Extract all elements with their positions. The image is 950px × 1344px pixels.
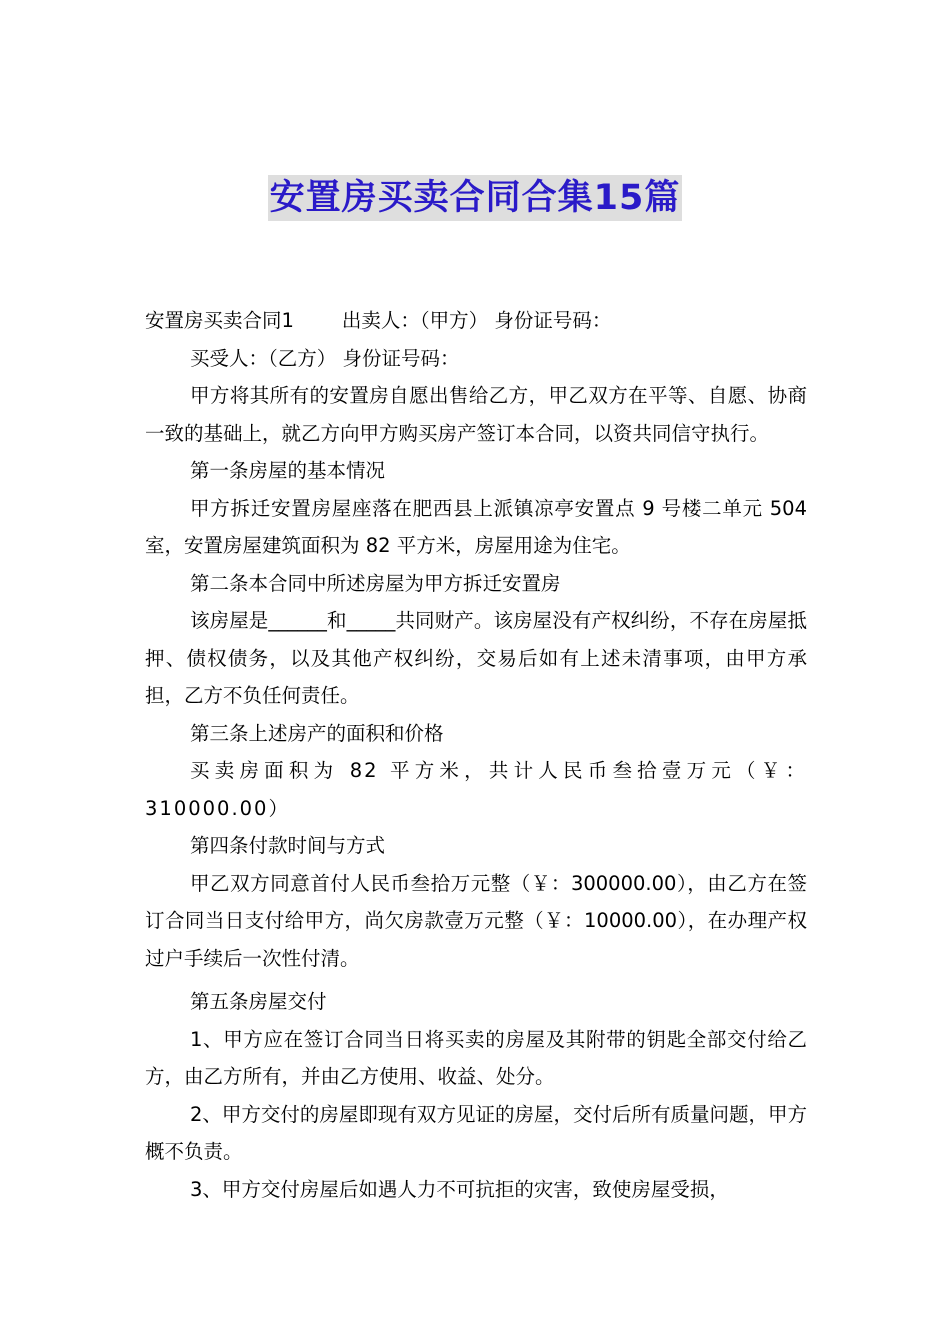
seller-line: 出卖人：（甲方） 身份证号码： [341, 309, 612, 332]
title-container [0, 175, 950, 221]
paragraph-article-2-body: 该房屋是______和_____共同财产。该房屋没有产权纠纷，不存在房屋抵押、债权债务，以及其他产权纠纷，交易后如有上述未清事项，由甲方承担，乙方不负任何责任。 [145, 609, 807, 707]
paragraph-article-1-body: 甲方拆迁安置房屋座落在肥西县上派镇凉亭安置点 9 号楼二单元 504 室，安置房屋建筑面积为 82 平方米，房屋用途为住宅。 [145, 496, 807, 557]
paragraph-buyer: 买受人：（乙方） 身份证号码： [190, 346, 460, 370]
paragraph-article-5-item-2: 2、甲方交付的房屋即现有双方见证的房屋，交付后所有质量问题，甲方概不负责。 [145, 1102, 807, 1163]
paragraph-preamble: 甲方将其所有的安置房自愿出售给乙方，甲乙双方在平等、自愿、协商一致的基础上，就乙方向甲方购买房产签订本合同，以资共同信守执行。 [145, 384, 807, 445]
paragraph-article-5-item-3: 3、甲方交付房屋后如遇人力不可抗拒的灾害，致使房屋受损， [190, 1177, 729, 1201]
heading-article-3: 第三条上述房产的面积和价格 [190, 721, 444, 745]
contract-number-label: 安置房买卖合同1 [145, 309, 294, 332]
heading-article-2: 第二条本合同中所述房屋为甲方拆迁安置房 [190, 571, 561, 595]
heading-article-5: 第五条房屋交付 [190, 990, 327, 1013]
paragraph-contract-header [145, 302, 807, 340]
document-title: 安置房买卖合同合集15篇 [268, 175, 683, 221]
paragraph-article-3-body: 买卖房面积为 82 平方米，共计人民币叁拾壹万元（￥：310000.00） [145, 759, 807, 820]
document-body [145, 302, 807, 1208]
paragraph-article-5-item-1: 1、甲方应在签订合同当日将买卖的房屋及其附带的钥匙全部交付给乙方，由乙方所有，并由乙方使用、收益、处分。 [145, 1027, 807, 1088]
paragraph-article-4-body: 甲乙双方同意首付人民币叁拾万元整（￥：300000.00），由乙方在签订合同当日支付给甲方，尚欠房款壹万元整（￥：10000.00），在办理产权过户手续后一次性付清。 [145, 871, 807, 970]
heading-article-1: 第一条房屋的基本情况 [190, 459, 386, 482]
heading-article-4: 第四条付款时间与方式 [190, 834, 386, 857]
